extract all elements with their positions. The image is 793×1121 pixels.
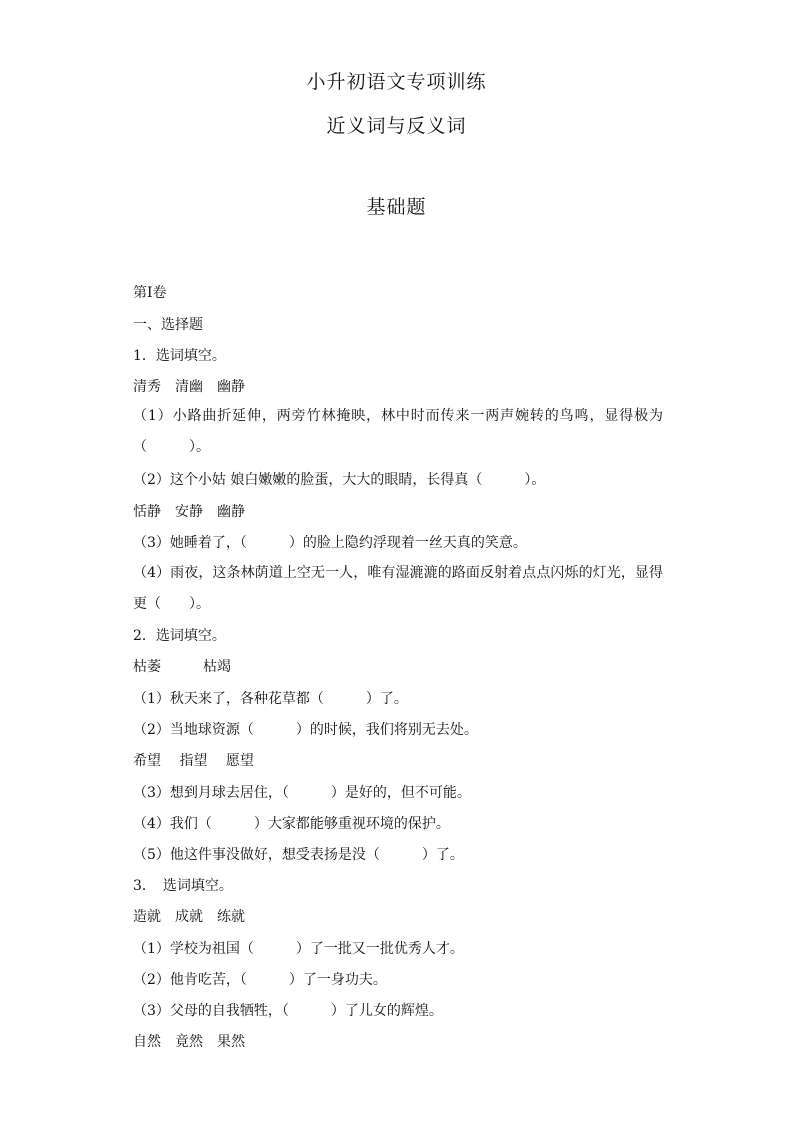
question-item: （2）当地球资源（ ）的时候，我们将别无去处。 xyxy=(133,722,478,738)
question-item: （4）雨夜，这条林荫道上空无一人，唯有湿漉漉的路面反射着点点闪烁的灯光，显得更（ ）。 xyxy=(133,565,663,612)
question-item: （3）想到月球去居住，（ ）是好的，但不可能。 xyxy=(133,785,471,801)
document-subtitle: 近义词与反义词 xyxy=(326,115,467,137)
document-title: 小升初语文专项训练 xyxy=(306,71,487,93)
question-item: （4）我们（ ）大家都能够重视环境的保护。 xyxy=(133,816,450,832)
word-options-q3-group1: 造就 成就 练就 xyxy=(133,909,245,925)
question-item: （1）小路曲折延伸，两旁竹林掩映，林中时而传来一两声婉转的鸟鸣，显得极为（ ）。 xyxy=(133,408,663,455)
word-options-q3-group2: 自然 竟然 果然 xyxy=(133,1034,245,1050)
question-item: （3）她睡着了，（ ）的脸上隐约浮现着一丝天真的笑意。 xyxy=(133,535,527,551)
question-item: （1）学校为祖国（ ）了一批又一批优秀人才。 xyxy=(133,941,464,957)
word-options-q2-group1: 枯萎 枯竭 xyxy=(133,659,231,675)
question-item: （2）他肯吃苦，（ ）了一身功夫。 xyxy=(133,972,387,988)
question-item: （2）这个小姑 娘白嫩嫩的脸蛋，大大的眼睛，长得真（ ）。 xyxy=(133,472,546,488)
question-item: （5）他这件事没做好，想受表扬是没（ ）了。 xyxy=(133,847,464,863)
question-3-heading: 3． 选词填空。 xyxy=(133,878,233,894)
question-2-heading: 2．选词填空。 xyxy=(133,628,226,644)
word-options-q1-group2: 恬静 安静 幽静 xyxy=(133,504,245,520)
part-heading: 一、选择题 xyxy=(133,317,203,333)
section-heading: 基础题 xyxy=(366,196,427,218)
question-1-heading: 1．选词填空。 xyxy=(133,348,226,364)
word-options-q1-group1: 清秀 清幽 幽静 xyxy=(133,379,245,395)
volume-label: 第I卷 xyxy=(133,285,167,301)
word-options-q2-group2: 希望 指望 愿望 xyxy=(133,753,254,769)
question-item: （1）秋天来了，各种花草都（ ）了。 xyxy=(133,691,408,707)
question-item: （3）父母的自我牺牲，（ ）了儿女的辉煌。 xyxy=(133,1003,443,1019)
